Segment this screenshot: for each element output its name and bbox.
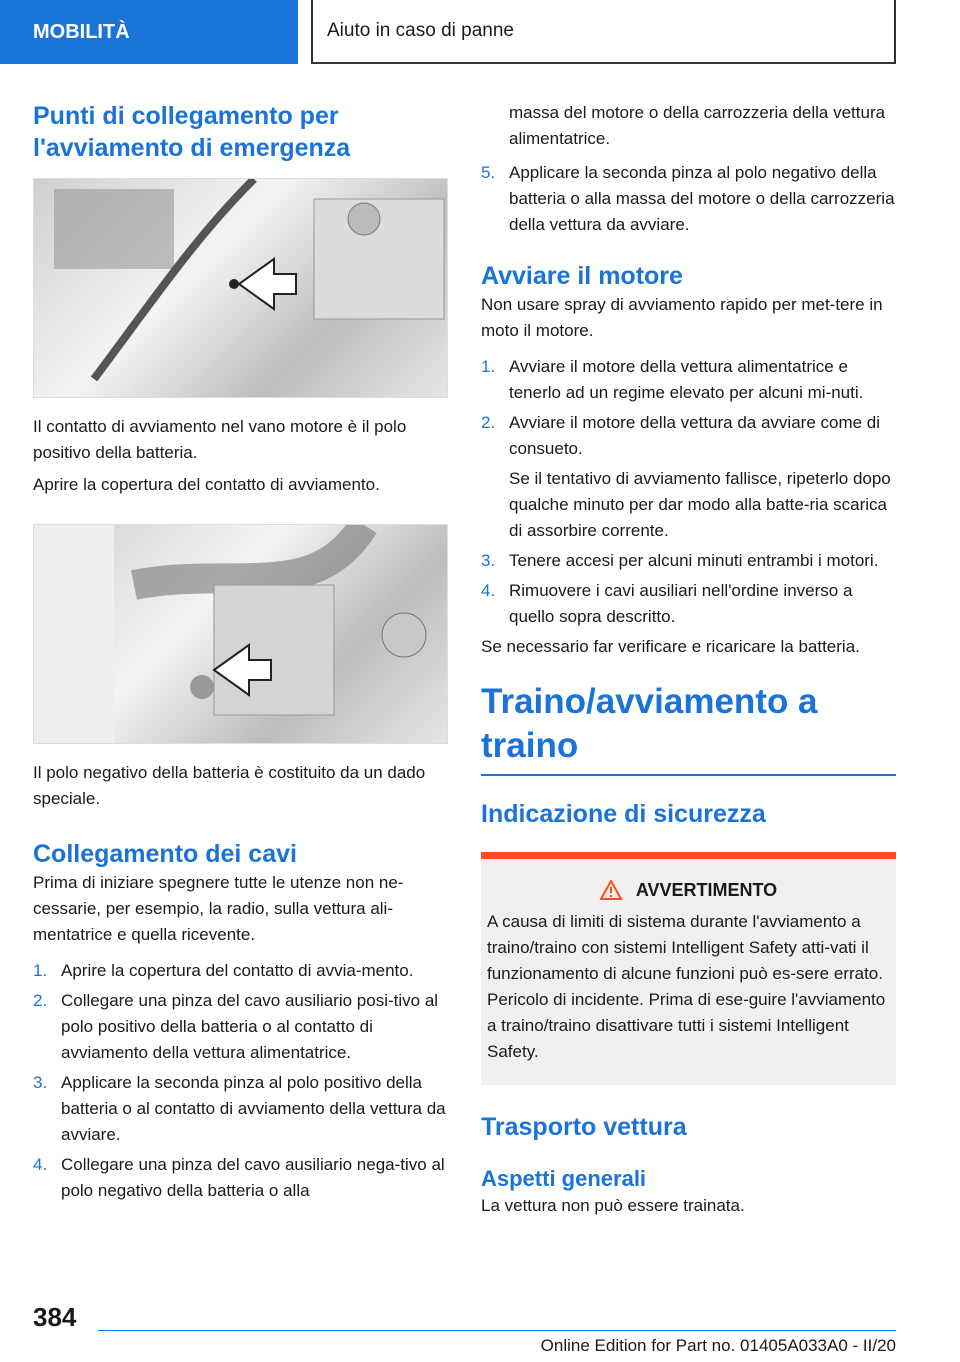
section-header (311, 0, 896, 64)
step-text: Aprire la copertura del contatto di avvia-mento. (61, 961, 414, 980)
paragraph: Il contatto di avviamento nel vano motore è il polo positivo della batteria. (33, 417, 407, 462)
step-extra: Se il tentativo di avviamento fallisce, ripeterlo dopo qualche minuto per dar modo alla batte-ria scarica di assorbire corrente. (509, 469, 891, 540)
warning-triangle-icon (600, 880, 622, 900)
list-item (33, 1070, 448, 1148)
step-number: 1. (33, 961, 48, 980)
list-continuation: massa del motore o della carrozzeria della vettura alimentatrice. (509, 103, 886, 148)
right-column (481, 100, 896, 1219)
list-item (33, 958, 448, 984)
heading-general: Aspetti generali (481, 1166, 647, 1191)
heading-cable-connection: Collegamento dei cavi (33, 840, 297, 868)
step-text: Applicare la seconda pinza al polo negativo della batteria o alla massa del motore o della carrozzeria della vettura da avviare. (509, 163, 895, 234)
list-item (481, 410, 896, 544)
steps-list (33, 958, 448, 1204)
step-number: 3. (481, 551, 496, 570)
list-item (481, 578, 896, 630)
list-item (481, 354, 896, 406)
step-number: 2. (481, 413, 496, 432)
warning-title-row (487, 877, 890, 903)
warning-box (481, 852, 896, 1085)
list-item (481, 160, 896, 238)
step-number: 2. (33, 991, 48, 1010)
arrow-icon (239, 259, 296, 309)
step-text: Tenere accesi per alcuni minuti entrambi i motori. (509, 551, 879, 570)
step-text: Collegare una pinza del cavo ausiliario nega-tivo al polo negativo della batteria o alla (61, 1155, 445, 1200)
step-text: Avviare il motore della vettura alimentatrice e tenerlo ad un regime elevato per alcuni mi-nuti. (509, 357, 864, 402)
engine-photo-positive (33, 178, 448, 398)
footer-edition: Online Edition for Part no. 01405A033A0 - II/20 (540, 1336, 896, 1355)
steps-list (481, 354, 896, 630)
page-number: 384 (33, 1302, 77, 1332)
list-item (481, 548, 896, 574)
section-label: Aiuto in caso di panne (327, 20, 514, 41)
list-item (33, 1152, 448, 1204)
step-number: 3. (33, 1073, 48, 1092)
paragraph: Non usare spray di avviamento rapido per met-tere in moto il motore. (481, 295, 883, 340)
paragraph: Aprire la copertura del contatto di avviamento. (33, 475, 380, 494)
paragraph: Prima di iniziare spegnere tutte le utenze non ne-cessarie, per esempio, la radio, sulla vettura ali-mentatrice e quella ricevente. (33, 873, 404, 944)
step-text: Avviare il motore della vettura da avviare come di consueto. (509, 413, 881, 458)
heading-start-engine: Avviare il motore (481, 262, 683, 290)
left-column (33, 100, 448, 1204)
steps-list (481, 160, 896, 238)
step-number: 5. (481, 163, 496, 182)
heading-towing-wrapper (481, 680, 896, 776)
engine-photo-negative (33, 524, 448, 744)
step-text: Rimuovere i cavi ausiliari nell'ordine inverso a quello sopra descritto. (509, 581, 853, 626)
paragraph: Il polo negativo della batteria è costituito da un dado speciale. (33, 763, 426, 808)
warning-text: A causa di limiti di sistema durante l'avviamento a traino/traino con sistemi Intelligent Safety atti-vati il funzionamento di alcune funzioni può es-sere errato. Pericolo di incidente. Prima di ese-guire l'avviamento a traino/traino disattivare tutti i sistemi Intelligent Safety. (487, 912, 886, 1061)
heading-towing: Traino/avviamento a traino (481, 682, 818, 765)
list-item (33, 988, 448, 1066)
warning-title: AVVERTIMENTO (635, 880, 778, 900)
footer-rule (98, 1330, 896, 1331)
step-text: Collegare una pinza del cavo ausiliario posi-tivo al polo positivo della batteria o al contatto di avviamento della vettura alimentatrice. (61, 991, 439, 1062)
heading-transport: Trasporto vettura (481, 1113, 687, 1141)
title-jumpstart-points: Punti di collegamento per l'avviamento di emergenza (33, 102, 351, 162)
paragraph: Se necessario far verificare e ricaricare la batteria. (481, 637, 860, 656)
step-text: Applicare la seconda pinza al polo positivo della batteria o al contatto di avviamento della vettura da avviare. (61, 1073, 446, 1144)
paragraph: La vettura non può essere trainata. (481, 1196, 745, 1215)
step-number: 4. (33, 1155, 48, 1174)
step-number: 4. (481, 581, 496, 600)
heading-safety-note: Indicazione di sicurezza (481, 800, 766, 828)
chapter-label: MOBILITÀ (33, 20, 130, 43)
step-number: 1. (481, 357, 496, 376)
chapter-tab (0, 0, 298, 64)
